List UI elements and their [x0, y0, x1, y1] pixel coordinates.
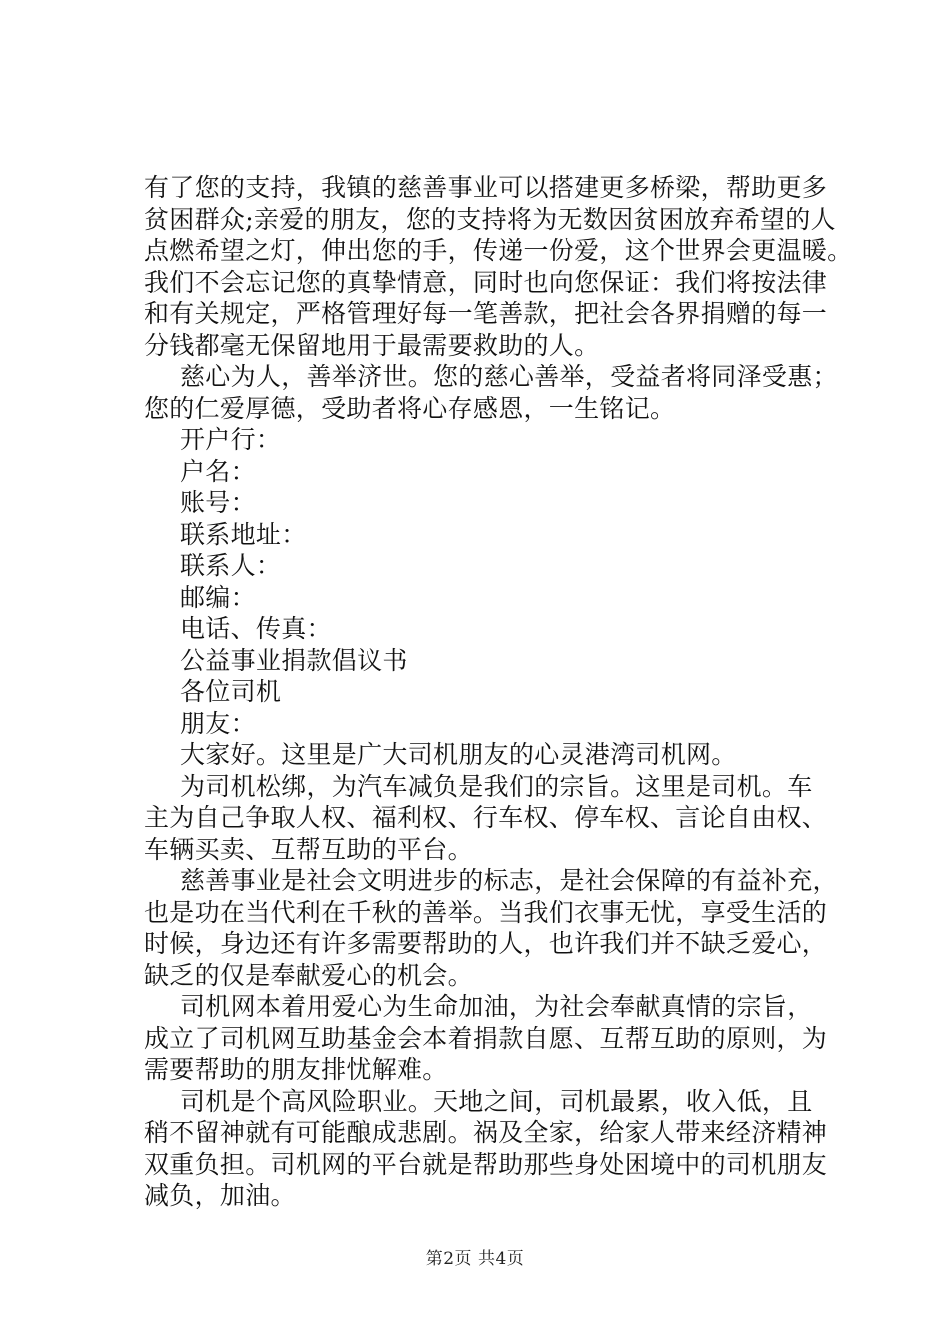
text-line: 成立了司机网互助基金会本着捐款自愿、互帮互助的原则，为	[144, 1023, 828, 1053]
text-line: 车辆买卖、互帮互助的平台。	[144, 834, 473, 864]
text-line: 电话、传真：	[180, 614, 332, 643]
text-line: 慈善事业是社会文明进步的标志，是社会保障的有益补充，	[180, 866, 838, 895]
text-line: 和有关规定，严格管理好每一笔善款，把社会各界捐赠的每一	[144, 299, 828, 328]
text-line: 各位司机	[180, 677, 282, 706]
text-line: 公益事业捐款倡议书	[180, 645, 408, 675]
text-line: 需要帮助的朋友排忧解难。	[144, 1055, 448, 1084]
text-line: 朋友：	[180, 708, 256, 738]
page-footer: 第2页 共4页	[425, 1249, 525, 1269]
text-line: 邮编：	[180, 582, 256, 612]
text-line: 联系人：	[180, 551, 282, 580]
document-body	[144, 172, 853, 1212]
text-line: 分钱都毫无保留地用于最需要救助的人。	[144, 330, 600, 360]
text-line: 为司机松绑，为汽车减负是我们的宗旨。这里是司机。车	[180, 771, 813, 801]
text-line: 主为自己争取人权、福利权、行车权、停车权、言论自由权、	[144, 803, 828, 832]
text-line: 双重负担。司机网的平台就是帮助那些身处困境中的司机朋友	[144, 1149, 828, 1179]
text-line: 户名：	[180, 456, 256, 486]
text-line: 缺乏的仅是奉献爱心的机会。	[144, 960, 473, 990]
text-line: 时候，身边还有许多需要帮助的人，也许我们并不缺乏爱心，	[144, 929, 828, 958]
text-line: 大家好。这里是广大司机朋友的心灵港湾司机网。	[180, 740, 737, 769]
text-line: 贫困群众;亲爱的朋友，您的支持将为无数因贫困放弃希望的人	[144, 204, 836, 234]
text-line: 司机是个高风险职业。天地之间，司机最累，收入低，且	[180, 1086, 813, 1116]
text-line: 您的仁爱厚德，受助者将心存感恩，一生铭记。	[144, 393, 676, 423]
text-line: 开户行：	[180, 425, 282, 454]
text-line: 慈心为人，善举济世。您的慈心善举，受益者将同泽受惠；	[180, 362, 838, 391]
text-line: 也是功在当代利在千秋的善举。当我们衣事无忧，享受生活的	[144, 897, 828, 927]
text-line: 账号：	[180, 488, 256, 517]
text-line: 联系地址：	[180, 519, 307, 549]
text-line: 点燃希望之灯，伸出您的手，传递一份爱，这个世界会更温暖。	[144, 236, 853, 265]
text-line: 有了您的支持，我镇的慈善事业可以搭建更多桥梁，帮助更多	[144, 173, 828, 202]
text-line: 司机网本着用爱心为生命加油，为社会奉献真情的宗旨，	[180, 992, 813, 1021]
text-line: 稍不留神就有可能酿成悲剧。祸及全家，给家人带来经济精神	[144, 1118, 828, 1147]
text-line: 减负，加油。	[144, 1181, 296, 1210]
text-line: 我们不会忘记您的真挚情意，同时也向您保证：我们将按法律	[144, 267, 828, 297]
